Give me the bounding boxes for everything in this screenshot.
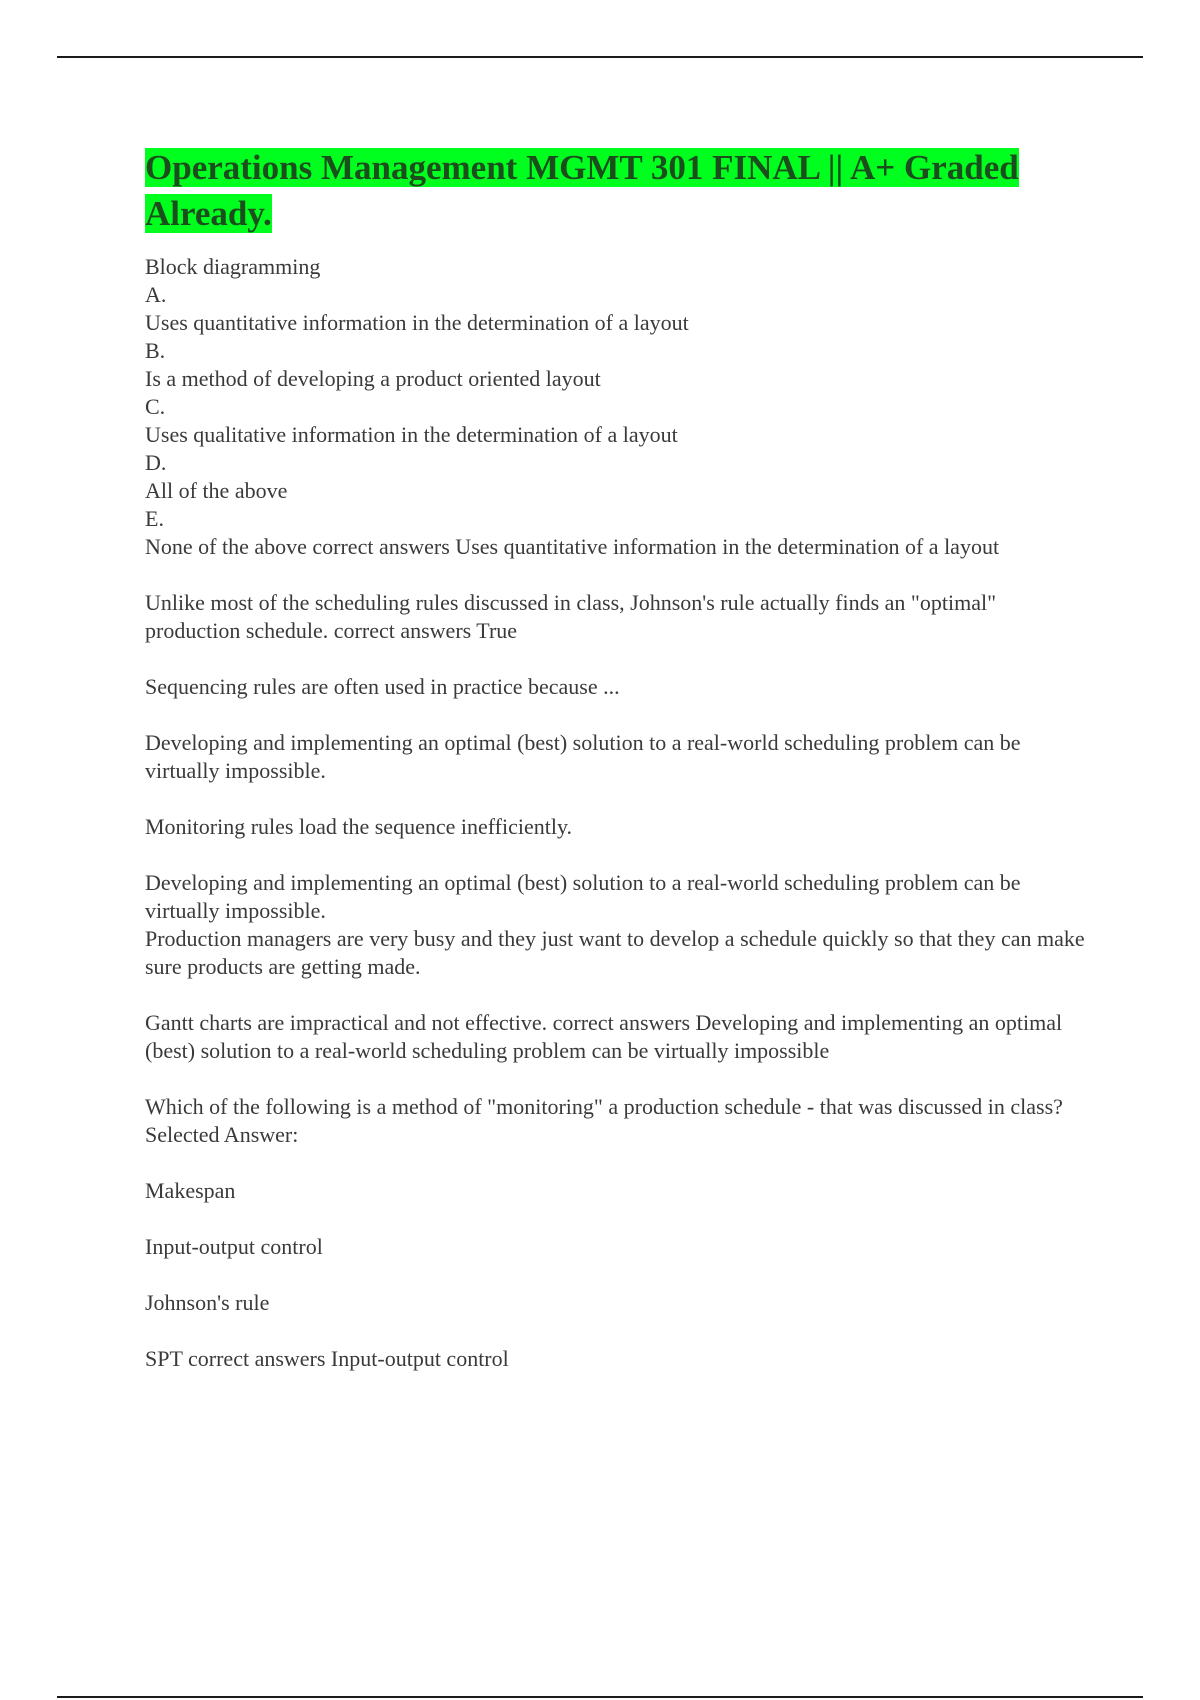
- question-monitoring: [145, 1093, 1095, 1373]
- answer-option: SPT correct answers Input-output control: [145, 1346, 509, 1371]
- bottom-rule: [57, 1696, 1143, 1698]
- option-label-c: C.: [145, 394, 166, 419]
- spacer: [145, 1205, 1095, 1233]
- question-text: Unlike most of the scheduling rules discussed in class, Johnson's rule actually finds an "optimal" production schedule. correct answers True: [145, 590, 997, 643]
- option-text-e: None of the above correct answers Uses quantitative information in the determination of a layout: [145, 534, 1000, 559]
- answer-option: Production managers are very busy and they just want to develop a schedule quickly so that they can make sure products are getting made.: [145, 926, 1085, 979]
- spacer: [145, 981, 1095, 1009]
- question-stem: Which of the following is a method of "monitoring" a production schedule - that was discussed in class?: [145, 1094, 1063, 1119]
- answer-option: Developing and implementing an optimal (best) solution to a real-world scheduling problem can be virtually impossible.: [145, 730, 1021, 783]
- answer-option: Monitoring rules load the sequence inefficiently.: [145, 814, 573, 839]
- option-text-b: Is a method of developing a product oriented layout: [145, 366, 601, 391]
- spacer: [145, 1149, 1095, 1177]
- spacer: [145, 841, 1095, 869]
- spacer: [145, 561, 1095, 589]
- question-block-diagramming: [145, 253, 1095, 561]
- spacer: [145, 785, 1095, 813]
- spacer: [145, 1261, 1095, 1289]
- option-label-d: D.: [145, 450, 167, 475]
- document-body: [145, 145, 1095, 1373]
- answer-option: Johnson's rule: [145, 1290, 270, 1315]
- answer-option: Input-output control: [145, 1234, 323, 1259]
- option-label-e: E.: [145, 506, 164, 531]
- answer-option: Developing and implementing an optimal (best) solution to a real-world scheduling problem can be virtually impossible.: [145, 870, 1021, 923]
- option-text-a: Uses quantitative information in the determination of a layout: [145, 310, 689, 335]
- spacer: [145, 1317, 1095, 1345]
- option-label-a: A.: [145, 282, 167, 307]
- selected-answer-label: Selected Answer:: [145, 1122, 299, 1147]
- option-text-d: All of the above: [145, 478, 288, 503]
- question-stem: Sequencing rules are often used in practice because ...: [145, 674, 620, 699]
- option-label-b: B.: [145, 338, 166, 363]
- spacer: [145, 645, 1095, 673]
- answer-option: Makespan: [145, 1178, 236, 1203]
- document-title: [145, 145, 1095, 237]
- spacer: [145, 701, 1095, 729]
- top-rule: [57, 56, 1143, 58]
- title-highlight: Operations Management MGMT 301 FINAL || A+ Graded Already.: [145, 148, 1019, 233]
- option-text-c: Uses qualitative information in the determination of a layout: [145, 422, 678, 447]
- answer-option: Gantt charts are impractical and not effective. correct answers Developing and implementing an optimal (best) solution to a real-world scheduling problem can be virtually impossible: [145, 1010, 1063, 1063]
- question-johnsons-rule: [145, 589, 1095, 645]
- question-stem: Block diagramming: [145, 254, 321, 279]
- spacer: [145, 1065, 1095, 1093]
- question-sequencing-rules: [145, 673, 1095, 1065]
